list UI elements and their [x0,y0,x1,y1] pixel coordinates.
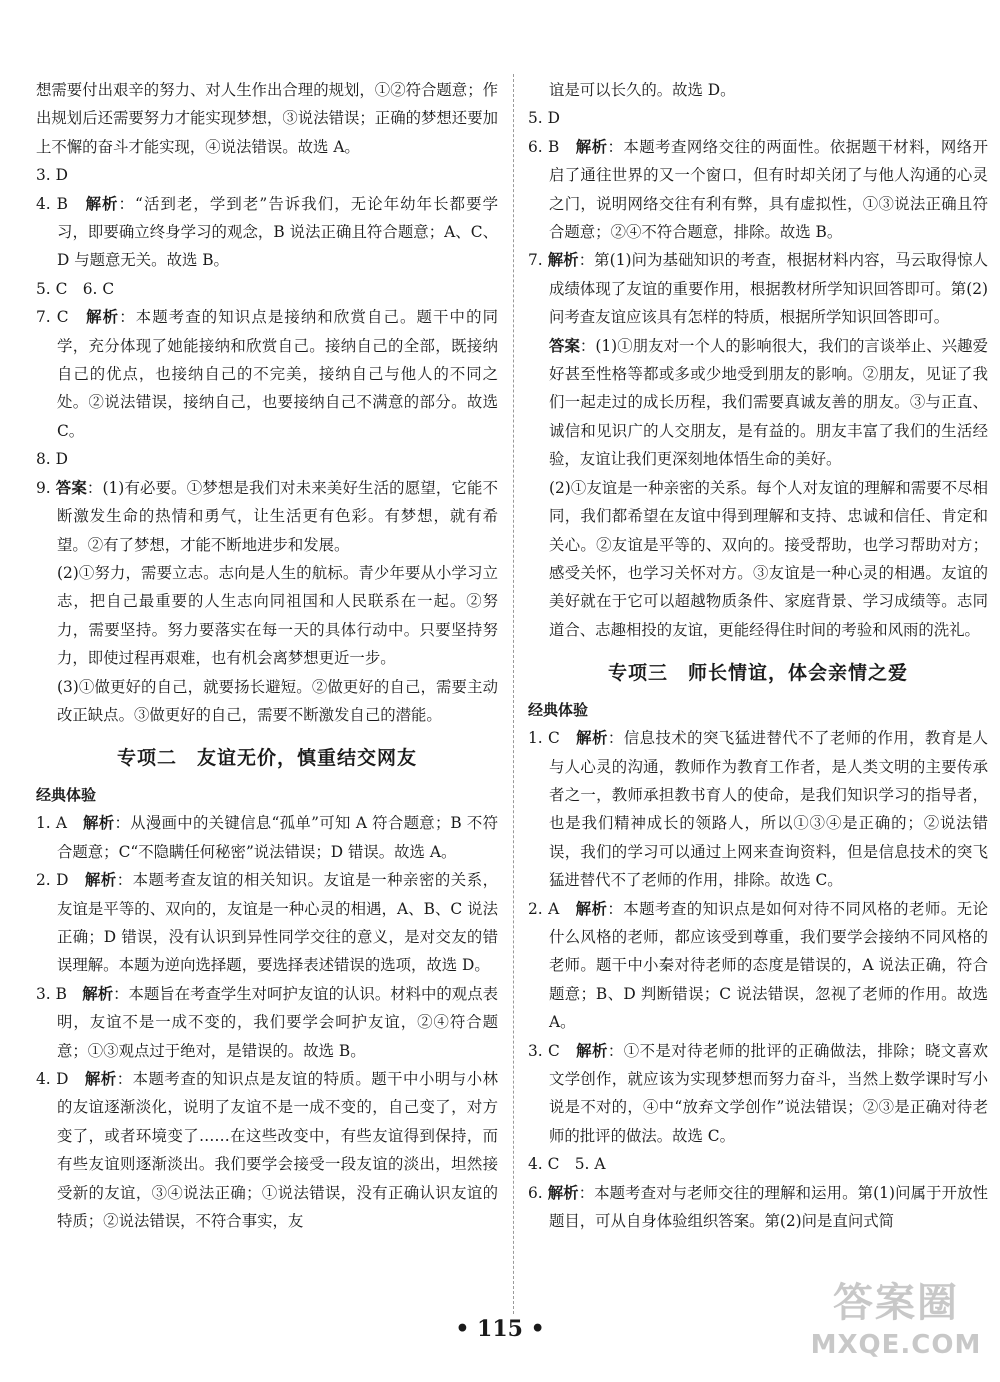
answer-continuation: 答案：(1)①朋友对一个人的影响很大，我们的言谈举止、兴趣爱好甚至性格等都或多或少地受到朋友的影响。②朋友，见证了我们一起走过的成长历程，我们需要真诚友善的朋友。③与正直、诚信和见识广的人交朋友，是有益的。朋友丰富了我们的生活经验，友谊让我们更深刻地体悟生命的美好。 [549,336,988,469]
section-title: 专项三 师长情谊，体会亲情之爱 [607,662,908,685]
watermark-url: MXQE.COM [810,1330,982,1360]
answer-item: 1. A 解析：从漫画中的关键信息“孤单”可知 A 符合题意；B 不符合题意；C“不隐瞒任何秘密”说法错误；D 错误。故选 A。 [36,814,498,861]
right-column [528,76,988,1235]
answer-item: 5. C 6. C [36,279,115,298]
left-column [36,76,498,1235]
answer-item: 5. D [528,109,560,128]
answer-item: 3. C 解析：①不是对待老师的批评的正确做法，排除；晓文喜欢文学创作，就应该为实现梦想而努力奋斗，当然上数学课时写小说是不对的，④中“放弃文学创作”说法错误；②③是正确对待老师的批评的做法。故选 C。 [528,1041,988,1145]
answer-item: 6. 解析：本题考查对与老师交往的理解和运用。第(1)问属于开放性题目，可从自身体验组织答案。第(2)问是直问式简 [528,1183,988,1231]
paragraph: 想需要付出艰辛的努力、对人生作出合理的规划，①②符合题意；作出规划后还需要努力才能实现梦想，③说法错误；正确的梦想还要加上不懈的奋斗才能实现，④说法错误。故选 A。 [36,81,498,156]
section-title: 专项二 友谊无价，慎重结交网友 [116,747,417,770]
answer-item: 6. B 解析：本题考查网络交往的两面性。依据题干材料，网络开启了通往世界的又一个窗口，但有时却关闭了与他人沟通的心灵之门，说明网络交往有利有弊，具有虚拟性，①③说法正确且符合题意；②④不符合题意，排除。故选 B。 [528,137,988,242]
answer-continuation: (2)①友谊是一种亲密的关系。每个人对友谊的理解和需要不尽相同，我们都希望在友谊中得到理解和支持、忠诚和信任、肯定和关心。②友谊是平等的、双向的。接受帮助，也学习帮助对方；感受关怀，也学习关怀对方。③友谊是一种心灵的相遇。友谊的美好就在于它可以超越物质条件、家庭背景、学习成绩等。志同道合、志趣相投的友谊，更能经得住时间的考验和风雨的洗礼。 [549,478,988,639]
answer-continuation: (2)①努力，需要立志。志向是人生的航标。青少年要从小学习立志，把自己最重要的人生志向同祖国和人民联系在一起。②努力，需要坚持。努力要落实在每一天的具体行动中。只要坚持努力，即使过程再艰难，也有机会离梦想更近一步。 [57,563,498,668]
page-number: • 115 • [455,1316,545,1342]
answer-item: 1. C 解析：信息技术的突飞猛进替代不了老师的作用，教育是人与人心灵的沟通，教师作为教育工作者，是人类文明的主要传承者之一，教师承担教书育人的使命，是我们知识学习的指导者，也是我们精神成长的领路人，所以①③④是正确的；②说法错误，我们的学习可以通过上网来查询资料，但是信息技术的突飞猛进替代不了老师的作用，排除。故选 C。 [528,729,988,890]
column-divider [513,74,514,1314]
answer-item: 7. 解析：第(1)问为基础知识的考查，根据材料内容，马云取得惊人成绩体现了友谊的重要作用，根据教材所学知识回答即可。第(2)问考查友谊应该具有怎样的特质，根据所学知识回答即可。 [528,251,988,327]
answer-item: 8. D [36,450,68,469]
subsection-title: 经典体验 [36,786,97,805]
answer-continuation: 谊是可以长久的。故选 D。 [549,81,736,99]
subsection-title: 经典体验 [528,701,589,720]
answer-item: 2. A 解析：本题考查的知识点是如何对待不同风格的老师。无论什么风格的老师，都应该受到尊重，我们要学会接纳不同风格的老师。题干中小秦对待老师的态度是错误的，A 说法正确，符合题意；B、D 判断错误；C 说法错误，忽视了老师的作用。故选 A。 [528,899,988,1032]
watermark-logo [806,1278,986,1374]
answer-item: 3. D [36,166,68,185]
watermark-text: 答案圈 [833,1280,959,1326]
answer-continuation: (3)①做更好的自己，就要扬长避短。②做更好的自己，需要主动改正缺点。③做更好的自己，需要不断激发自己的潜能。 [57,677,498,724]
answer-item: 4. C 5. A [528,1155,606,1174]
answer-item: 7. C 解析：本题考查的知识点是接纳和欣赏自己。题干中的同学，充分体现了她能接纳和欣赏自己。接纳自己的全部，既接纳自己的优点，也接纳自己的不完美，接纳自己与他人的不同之处。②说法错误，接纳自己，也要接纳自己不满意的部分。故选 C。 [36,308,498,440]
answer-item: 9. 答案：(1)有必要。①梦想是我们对未来美好生活的愿望，它能不断激发生命的热情和勇气，让生活更有色彩。有梦想，就有希望。②有了梦想，才能不断地进步和发展。 [36,478,498,554]
answer-item: 4. D 解析：本题考查的知识点是友谊的特质。题干中小明与小林的友谊逐渐淡化，说明了友谊不是一成不变的，自己变了，对方变了，或者环境变了……在这些改变中，有些友谊得到保持，而有些友谊则逐渐淡出。我们要学会接受一段友谊的淡出，坦然接受新的友谊，③④说法正确；①说法错误，没有正确认识友谊的特质；②说法错误，不符合事实，友 [36,1070,498,1231]
answer-item: 3. B 解析：本题旨在考查学生对呵护友谊的认识。材料中的观点表明，友谊不是一成不变的，我们要学会呵护友谊，②④符合题意；①③观点过于绝对，是错误的。故选 B。 [36,984,498,1060]
answer-item: 4. B 解析：“活到老，学到老”告诉我们，无论年幼年长都要学习，即要确立终身学习的观念，B 说法正确且符合题意；A、C、D 与题意无关。故选 B。 [36,194,498,270]
answer-item: 2. D 解析：本题考查友谊的相关知识。友谊是一种亲密的关系，友谊是平等的、双向的，友谊是一种心灵的相遇，A、B、C 说法正确；D 错误，没有认识到异性同学交往的意义，是对交友的错误理解。本题为逆向选择题，要选择表述错误的选项，故选 D。 [36,871,498,975]
